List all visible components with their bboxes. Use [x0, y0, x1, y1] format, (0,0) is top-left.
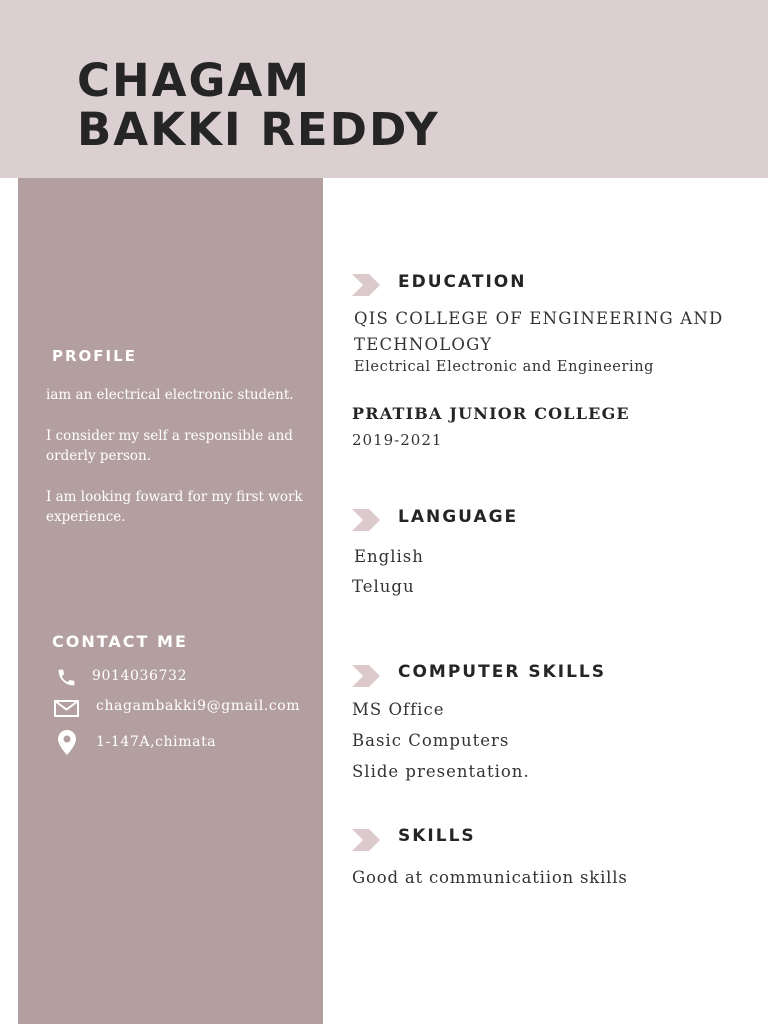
chevron-icon: [352, 274, 381, 296]
contact-heading: CONTACT ME: [52, 632, 188, 651]
education-school-2: PRATIBA JUNIOR COLLEGE: [352, 404, 630, 423]
header-banner: [0, 0, 768, 178]
contact-address: 1-147A,chimata: [96, 734, 217, 750]
location-pin-icon: [58, 730, 76, 755]
mail-icon: [54, 700, 79, 717]
education-heading: EDUCATION: [398, 272, 527, 292]
language-item: Telugu: [352, 577, 415, 596]
profile-heading: PROFILE: [52, 347, 137, 365]
computer-skill-item: Basic Computers: [352, 731, 510, 750]
phone-icon: [56, 667, 77, 688]
profile-paragraph: I am looking foward for my first work experience.: [46, 488, 303, 525]
language-item: English: [354, 547, 424, 566]
contact-email[interactable]: chagambakki9@gmail.com: [96, 698, 301, 714]
profile-paragraph: iam an electrical electronic student.: [46, 387, 294, 403]
chevron-icon: [352, 829, 381, 851]
computer-skill-item: Slide presentation.: [352, 762, 530, 781]
sidebar: [18, 178, 323, 1024]
skill-item: Good at communicatiion skills: [352, 868, 628, 887]
computer-skills-heading: COMPUTER SKILLS: [398, 662, 606, 682]
contact-phone[interactable]: 9014036732: [92, 668, 188, 684]
education-school-1: [354, 306, 724, 358]
computer-skill-item: MS Office: [352, 700, 445, 719]
skills-heading: SKILLS: [398, 826, 476, 846]
school-1-line-2: TECHNOLOGY: [354, 335, 493, 354]
education-years: 2019-2021: [352, 431, 443, 449]
name-line-2: BAKKI REDDY: [77, 103, 440, 156]
name-line-1: CHAGAM: [77, 54, 312, 107]
page-title: [77, 56, 440, 154]
profile-paragraph: I consider my self a responsible and orderly person.: [46, 427, 293, 464]
profile-text: [46, 385, 314, 548]
chevron-icon: [352, 665, 381, 687]
education-degree: Electrical Electronic and Engineering: [354, 359, 655, 375]
language-heading: LANGUAGE: [398, 507, 519, 527]
school-1-line-1: QIS COLLEGE OF ENGINEERING AND: [354, 309, 724, 328]
chevron-icon: [352, 509, 381, 531]
